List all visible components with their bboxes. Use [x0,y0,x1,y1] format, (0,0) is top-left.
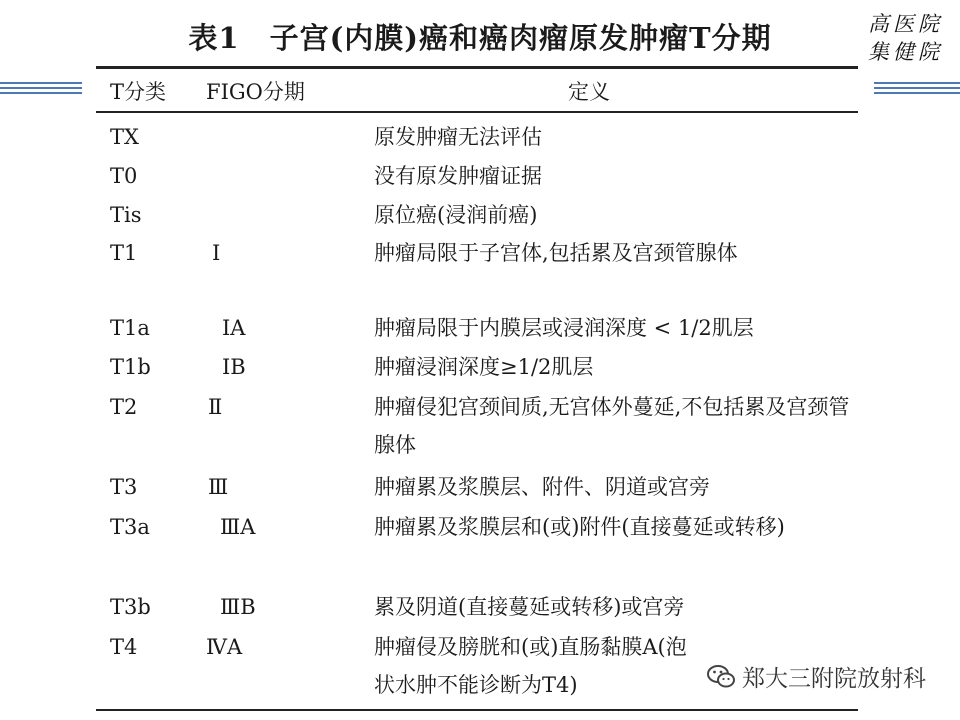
definition-cell: 肿瘤累及浆膜层和(或)附件(直接蔓延或转移) [374,515,785,539]
header-figo: FIGO分期 [206,80,305,104]
table-number: 表1 [188,21,240,55]
table-top-rule [96,66,858,69]
table-header-rule [96,111,858,113]
logo-line-2: 集健院 [868,40,943,64]
table-title [0,16,960,57]
definition-cell: 累及阴道(直接蔓延或转移)或宫旁 [374,595,685,619]
figo-cell: ⅢA [220,515,256,539]
figo-cell: ⅠA [222,316,246,340]
figo-cell: Ⅰ [212,241,221,265]
t-class-cell: Tis [110,203,142,227]
figo-cell: Ⅱ [208,395,223,419]
figo-cell: ⅠB [222,355,246,379]
t-class-cell: T3 [110,475,138,499]
hospital-logo [868,10,952,66]
table-bottom-rule [96,709,858,711]
wechat-icon [706,663,736,691]
t-class-cell: T4 [110,635,138,659]
t-class-cell: T3b [110,595,151,619]
t-class-cell: T3a [110,515,150,539]
watermark-text: 郑大三附院放射科 [742,666,926,692]
definition-cell: 没有原发肿瘤证据 [374,164,542,188]
definition-cell: 原发肿瘤无法评估 [374,125,542,149]
definition-cell: 肿瘤浸润深度≥1/2肌层 [374,355,594,379]
definition-cell: 肿瘤侵及膀胱和(或)直肠黏膜A(泡状水肿不能诊断为T4) [374,635,687,697]
figo-cell: ⅢB [220,595,256,619]
header-t-class: T分类 [110,80,167,104]
logo-line-1: 高医院 [868,12,943,36]
figo-cell: ⅣA [206,635,243,659]
definition-cell: 肿瘤累及浆膜层、附件、阴道或宫旁 [374,475,710,499]
definition-cell: 肿瘤侵犯宫颈间质,无宫体外蔓延,不包括累及宫颈管腺体 [374,395,850,457]
figo-cell: Ⅲ [208,475,229,499]
t-class-cell: T1 [110,241,138,265]
definition-cell: 肿瘤局限于子宫体,包括累及宫颈管腺体 [374,241,738,265]
definition-cell: 肿瘤局限于内膜层或浸润深度 < 1/2肌层 [374,316,754,340]
t-class-cell: TX [110,125,139,149]
definition-cell: 原位癌(浸润前癌) [374,203,538,227]
t-class-cell: T1b [110,355,151,379]
t-class-cell: T2 [110,395,138,419]
t-class-cell: T1a [110,316,150,340]
header-definition: 定义 [568,80,610,104]
t-class-cell: T0 [110,164,138,188]
table-caption: 子宫(内膜)癌和癌肉瘤原发肿瘤T分期 [269,21,772,55]
source-watermark [706,660,926,693]
